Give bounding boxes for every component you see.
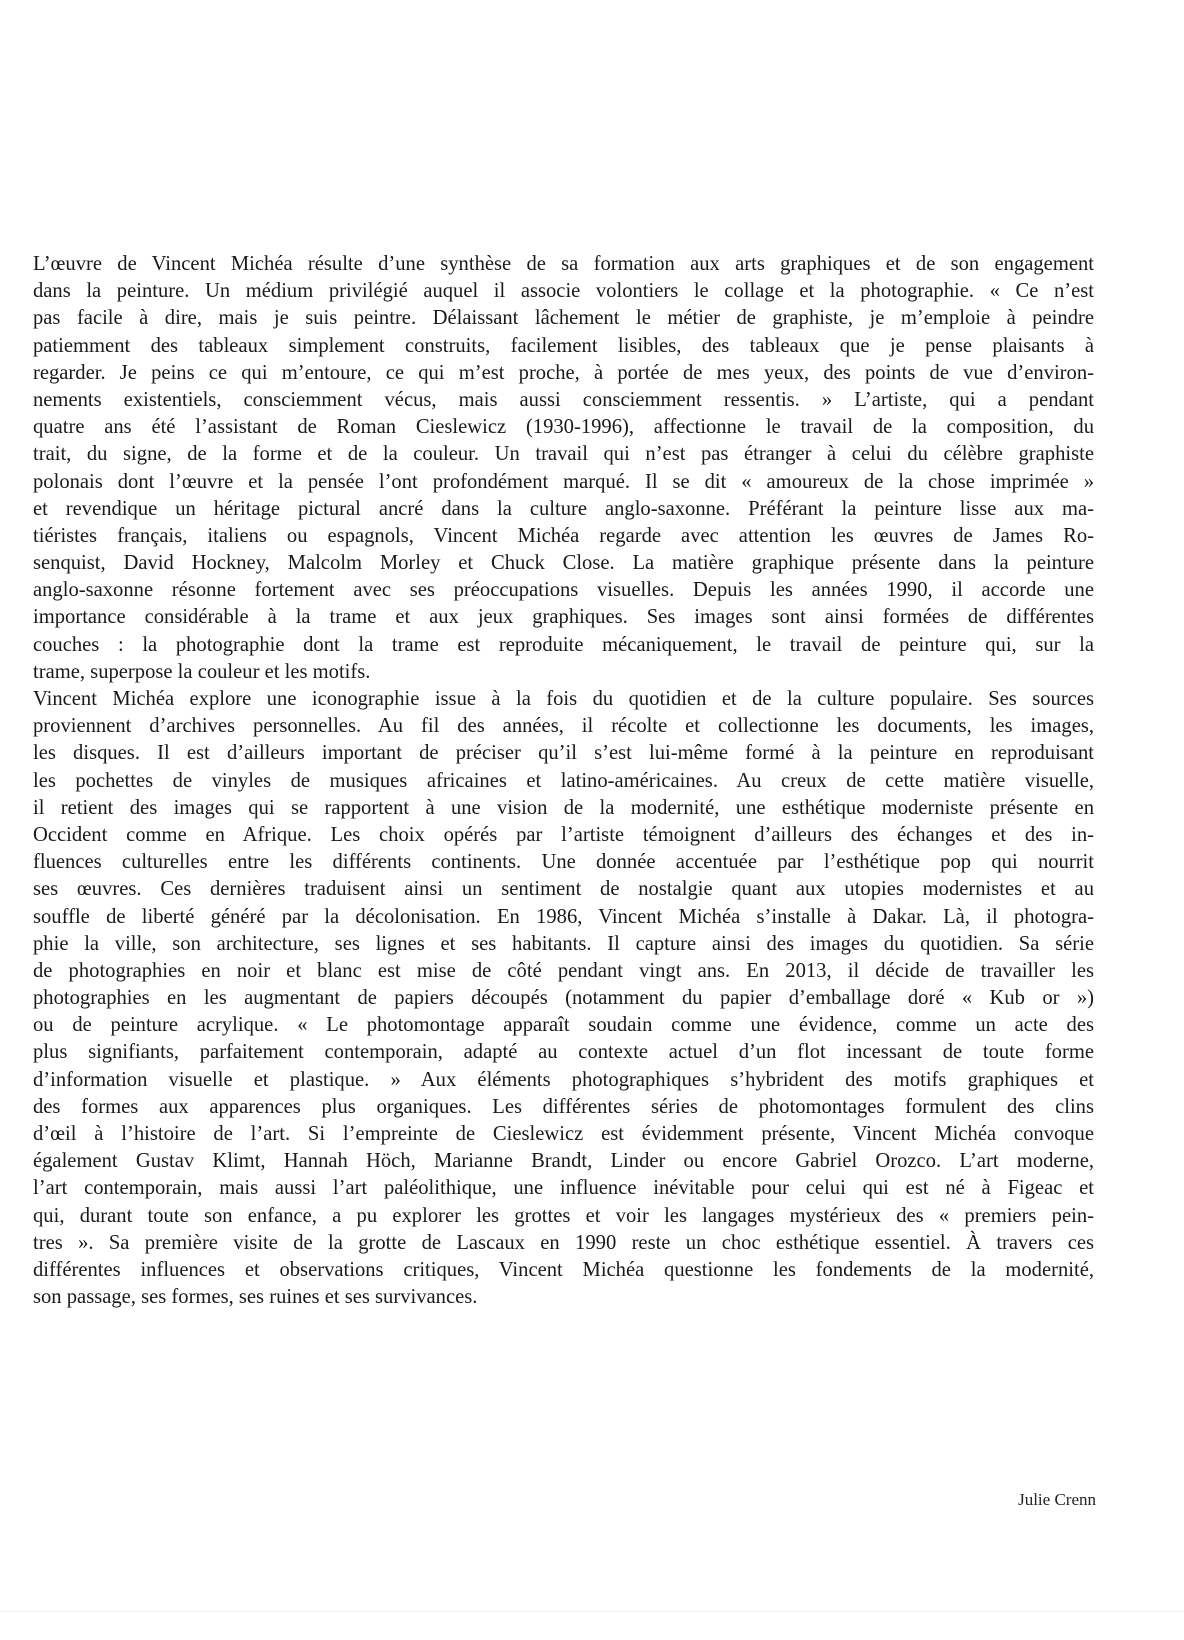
article-body: [33, 251, 1094, 1311]
text-line: quatre ans été l’assistant de Roman Cieslewicz (1930-1996), affectionne le travail de la composition, du: [33, 416, 1094, 439]
text-line: patiemment des tableaux simplement construits, facilement lisibles, des tableaux que je pense plaisants à: [33, 334, 1094, 357]
text-line: pas facile à dire, mais je suis peintre. Délaissant lâchement le métier de graphiste, je m’emploie à peindre: [33, 307, 1094, 330]
text-line: anglo-saxonne résonne fortement avec ses préoccupations visuelles. Depuis les années 1990, il accorde une: [33, 579, 1094, 602]
text-line: fluences culturelles entre les différents continents. Une donnée accentuée par l’esthétique pop qui nourrit: [33, 851, 1094, 874]
text-line: il retient des images qui se rapportent à une vision de la modernité, une esthétique moderniste présente en: [33, 796, 1094, 819]
text-line: les pochettes de vinyles de musiques africaines et latino-américaines. Au creux de cette matière visuelle,: [33, 769, 1094, 792]
text-line: Occident comme en Afrique. Les choix opérés par l’artiste témoignent d’ailleurs des échanges et des in-: [33, 823, 1094, 846]
text-line: l’art contemporain, mais aussi l’art paléolithique, une influence inévitable pour celui qui est né à Figeac et: [33, 1177, 1094, 1200]
text-line: regarder. Je peins ce qui m’entoure, ce qui m’est proche, à portée de mes yeux, des points de vue d’environ-: [33, 361, 1094, 384]
text-line: des formes aux apparences plus organiques. Les différentes séries de photomontages formulent des clins: [33, 1095, 1094, 1118]
text-line: les disques. Il est d’ailleurs important de préciser qu’il s’est lui-même formé à la peinture en reproduisant: [33, 742, 1094, 765]
text-line: d’œil à l’histoire de l’art. Si l’empreinte de Cieslewicz est évidemment présente, Vincent Michéa convoque: [33, 1123, 1094, 1145]
text-line: plus signifiants, parfaitement contemporain, adapté au contexte actuel d’un flot incessant de toute forme: [33, 1041, 1094, 1064]
text-line: couches : la photographie dont la trame est reproduite mécaniquement, le travail de peinture qui, sur la: [33, 633, 1094, 656]
text-line: qui, durant toute son enfance, a pu explorer les grottes et voir les langages mystérieux des « premiers pein-: [33, 1204, 1094, 1227]
text-line: ses œuvres. Ces dernières traduisent ainsi un sentiment de nostalgie quant aux utopies modernistes et au: [33, 878, 1094, 901]
text-line: trame, superpose la couleur et les motifs.: [33, 660, 371, 683]
text-line: nements existentiels, consciemment vécus, mais aussi consciemment ressentis. » L’artiste, qui a pendant: [33, 388, 1094, 411]
text-line: trait, du signe, de la forme et de la couleur. Un travail qui n’est pas étranger à celui du célèbre graphiste: [33, 443, 1094, 466]
text-line: souffle de liberté généré par la décolonisation. En 1986, Vincent Michéa s’installe à Dakar. Là, il photogra-: [33, 905, 1094, 928]
text-line: et revendique un héritage pictural ancré dans la culture anglo-saxonne. Préférant la peinture lisse aux ma-: [33, 497, 1094, 520]
text-line: importance considérable à la trame et aux jeux graphiques. Ses images sont ainsi formées de différentes: [33, 606, 1094, 629]
scan-edge-line: [0, 1611, 1184, 1612]
text-line: phie la ville, son architecture, ses lignes et ses habitants. Il capture ainsi des images du quotidien. Sa série: [33, 932, 1094, 955]
text-line: de photographies en noir et blanc est mise de côté pendant vingt ans. En 2013, il décide de travailler les: [33, 959, 1094, 982]
text-line: différentes influences et observations critiques, Vincent Michéa questionne les fondements de la modernité,: [33, 1258, 1094, 1281]
text-line: ou de peinture acrylique. « Le photomontage apparaît soudain comme une évidence, comme un acte des: [33, 1014, 1094, 1037]
text-line: d’information visuelle et plastique. » Aux éléments photographiques s’hybrident des motifs graphiques et: [33, 1068, 1094, 1091]
author-signature: Julie Crenn: [1018, 1490, 1096, 1509]
text-line: dans la peinture. Un médium privilégié auquel il associe volontiers le collage et la photographie. « Ce n’est: [33, 280, 1094, 303]
text-line: proviennent d’archives personnelles. Au fil des années, il récolte et collectionne les documents, les images,: [33, 715, 1094, 738]
text-line: photographies en les augmentant de papiers découpés (notamment du papier d’emballage doré « Kub or »): [33, 987, 1094, 1010]
text-line: également Gustav Klimt, Hannah Höch, Marianne Brandt, Linder ou encore Gabriel Orozco. L’art moderne,: [33, 1150, 1094, 1173]
text-line: L’œuvre de Vincent Michéa résulte d’une synthèse de sa formation aux arts graphiques et de son engagement: [33, 253, 1094, 275]
text-line: tiéristes français, italiens ou espagnols, Vincent Michéa regarde avec attention les œuvres de James Ro-: [33, 524, 1094, 547]
text-line: senquist, David Hockney, Malcolm Morley et Chuck Close. La matière graphique présente dans la peinture: [33, 552, 1094, 575]
text-line: polonais dont l’œuvre et la pensée l’ont profondément marqué. Il se dit « amoureux de la chose imprimée »: [33, 470, 1094, 493]
text-line: tres ». Sa première visite de la grotte de Lascaux en 1990 reste un choc esthétique essentiel. À travers ces: [33, 1231, 1094, 1254]
text-line: Vincent Michéa explore une iconographie issue à la fois du quotidien et de la culture populaire. Ses sources: [33, 688, 1094, 710]
text-line: son passage, ses formes, ses ruines et ses survivances.: [33, 1286, 478, 1309]
